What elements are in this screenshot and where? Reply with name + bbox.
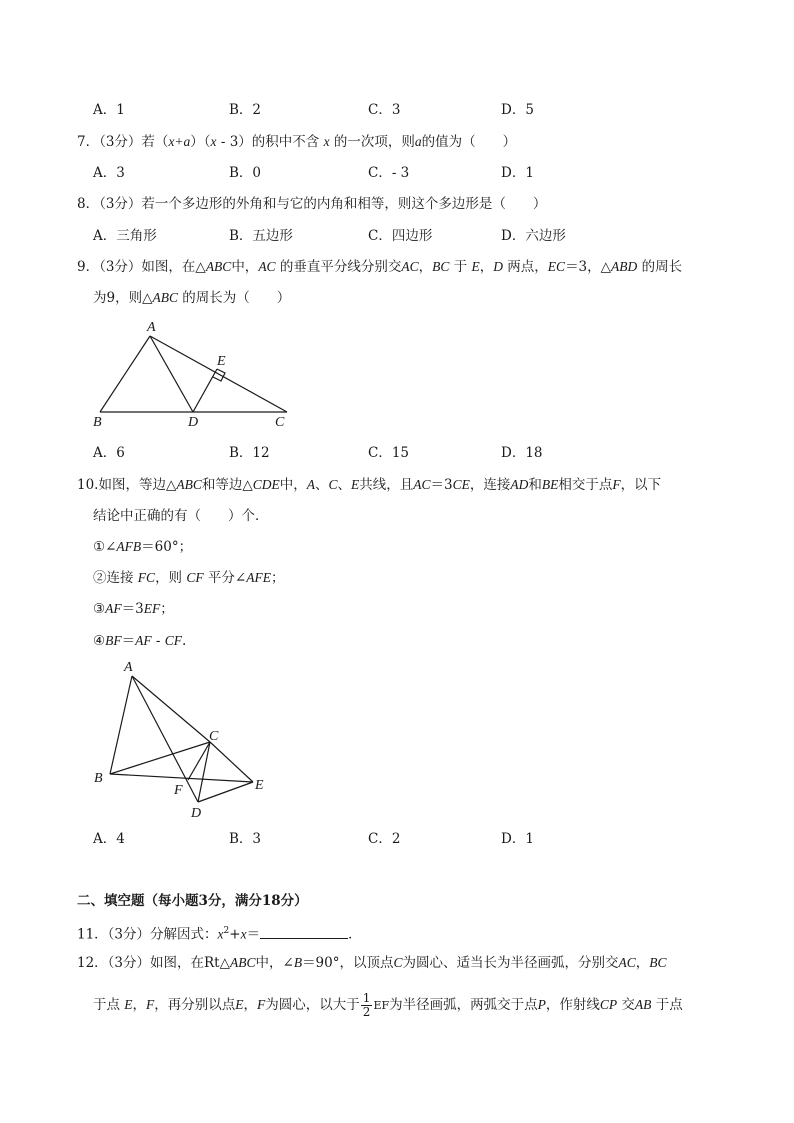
q10-segment-de xyxy=(198,782,253,802)
q10-label-d: D xyxy=(191,806,202,821)
q10-segment-bc xyxy=(110,742,210,774)
q10-stem-line1: 10.如图，等边△ABC和等边△CDE中，A、C、E共线，且AC＝3CE，连接AD和BE相交于点F，以下 xyxy=(77,477,662,493)
q6-option-d: D．5 xyxy=(501,102,534,118)
q9-stem-line2: 为9，则△ABC 的周长为（ ） xyxy=(93,290,291,306)
q6-option-c: C．3 xyxy=(368,102,401,118)
q10-segment-be xyxy=(110,774,253,782)
q10-label-c: C xyxy=(209,729,219,744)
q10-segment-cd xyxy=(198,742,210,802)
q10-option-b: B．3 xyxy=(229,831,262,847)
q10-segment-ab xyxy=(110,676,132,774)
q7-option-a: A．3 xyxy=(93,165,125,181)
q10-label-b: B xyxy=(94,771,103,786)
q8-option-b: B．五边形 xyxy=(229,228,293,244)
q9-label-a: A xyxy=(147,320,156,335)
q10-label-a: A xyxy=(124,660,133,675)
q7-option-b: B．0 xyxy=(229,165,262,181)
q9-option-d: D．18 xyxy=(501,445,543,461)
q12-stem-line2: 于点 E，F，再分别以点E，F为圆心，以大于 $\frac{1}{2}$ EF为半径画弧，两弧交于点P，作射线CP 交AB 于点 xyxy=(93,991,683,1019)
q9-option-a: A．6 xyxy=(93,445,125,461)
q6-option-a: A．1 xyxy=(93,102,125,118)
q9-segment-ac xyxy=(150,336,287,412)
q10-segment-ce xyxy=(210,742,253,782)
q12-stem-line1: 12．（3分）如图，在Rt△ABC中，∠B＝90°，以顶点C为圆心、适当长为半径画弧，分别交AC，BC xyxy=(77,955,667,971)
q9-label-e: E xyxy=(217,354,226,369)
q11-stem: 11．（3分）分解因式：$x^2+x=$ ． xyxy=(77,926,362,943)
q8-stem: 8．（3分）若一个多边形的外角和与它的内角和相等，则这个多边形是（ ） xyxy=(77,196,547,212)
q9-label-d: D xyxy=(188,415,199,430)
q10-segment-ad xyxy=(132,676,198,802)
q9-stem-line1: 9．（3分）如图，在△ABC中，AC 的垂直平分线分别交AC，BC 于 E，D 两点，EC＝3，△ABD 的周长 xyxy=(77,259,683,275)
q9-label-b: B xyxy=(93,415,102,430)
q12-fraction-half: $\frac{1}{2}$ xyxy=(362,991,371,1019)
q10-segment-ac xyxy=(132,676,210,742)
q10-figure xyxy=(88,654,278,822)
q7-option-d: D．1 xyxy=(501,165,534,181)
q7-option-c: C．- 3 xyxy=(368,165,410,181)
q6-option-b: B．2 xyxy=(229,102,262,118)
q9-label-c: C xyxy=(275,415,285,430)
q9-segment-ab xyxy=(100,336,150,412)
q10-statement-2: ②连接 FC，则 CF 平分∠AFE； xyxy=(93,570,285,586)
q10-option-d: D．1 xyxy=(501,831,534,847)
q9-figure xyxy=(88,316,298,434)
q10-statement-1: ①∠AFB＝60°； xyxy=(93,539,193,555)
q8-option-c: C．四边形 xyxy=(368,228,433,244)
q9-right-angle-mark xyxy=(213,369,225,381)
q8-option-a: A．三角形 xyxy=(93,228,157,244)
q9-option-c: C．15 xyxy=(368,445,410,461)
q10-stem-line2: 结论中正确的有（ ）个． xyxy=(93,508,269,524)
q11-answer-blank[interactable] xyxy=(260,925,348,939)
q10-statement-4: ④BF＝AF - CF. xyxy=(93,633,187,649)
q10-label-f: F xyxy=(174,783,183,798)
q9-segment-de xyxy=(193,369,217,412)
q10-option-c: C．2 xyxy=(368,831,401,847)
q9-option-b: B．12 xyxy=(229,445,270,461)
section-2-title: 二、填空题（每小题3分，满分18分） xyxy=(77,893,308,909)
q10-option-a: A．4 xyxy=(93,831,125,847)
q10-label-e: E xyxy=(255,778,264,793)
q10-statement-3: ③AF＝3EF； xyxy=(93,601,174,617)
q7-stem: 7．（3分）若（x+a）（x - 3）的积中不含 x 的一次项，则a的值为（ ） xyxy=(77,134,517,150)
q8-option-d: D．六边形 xyxy=(501,228,566,244)
